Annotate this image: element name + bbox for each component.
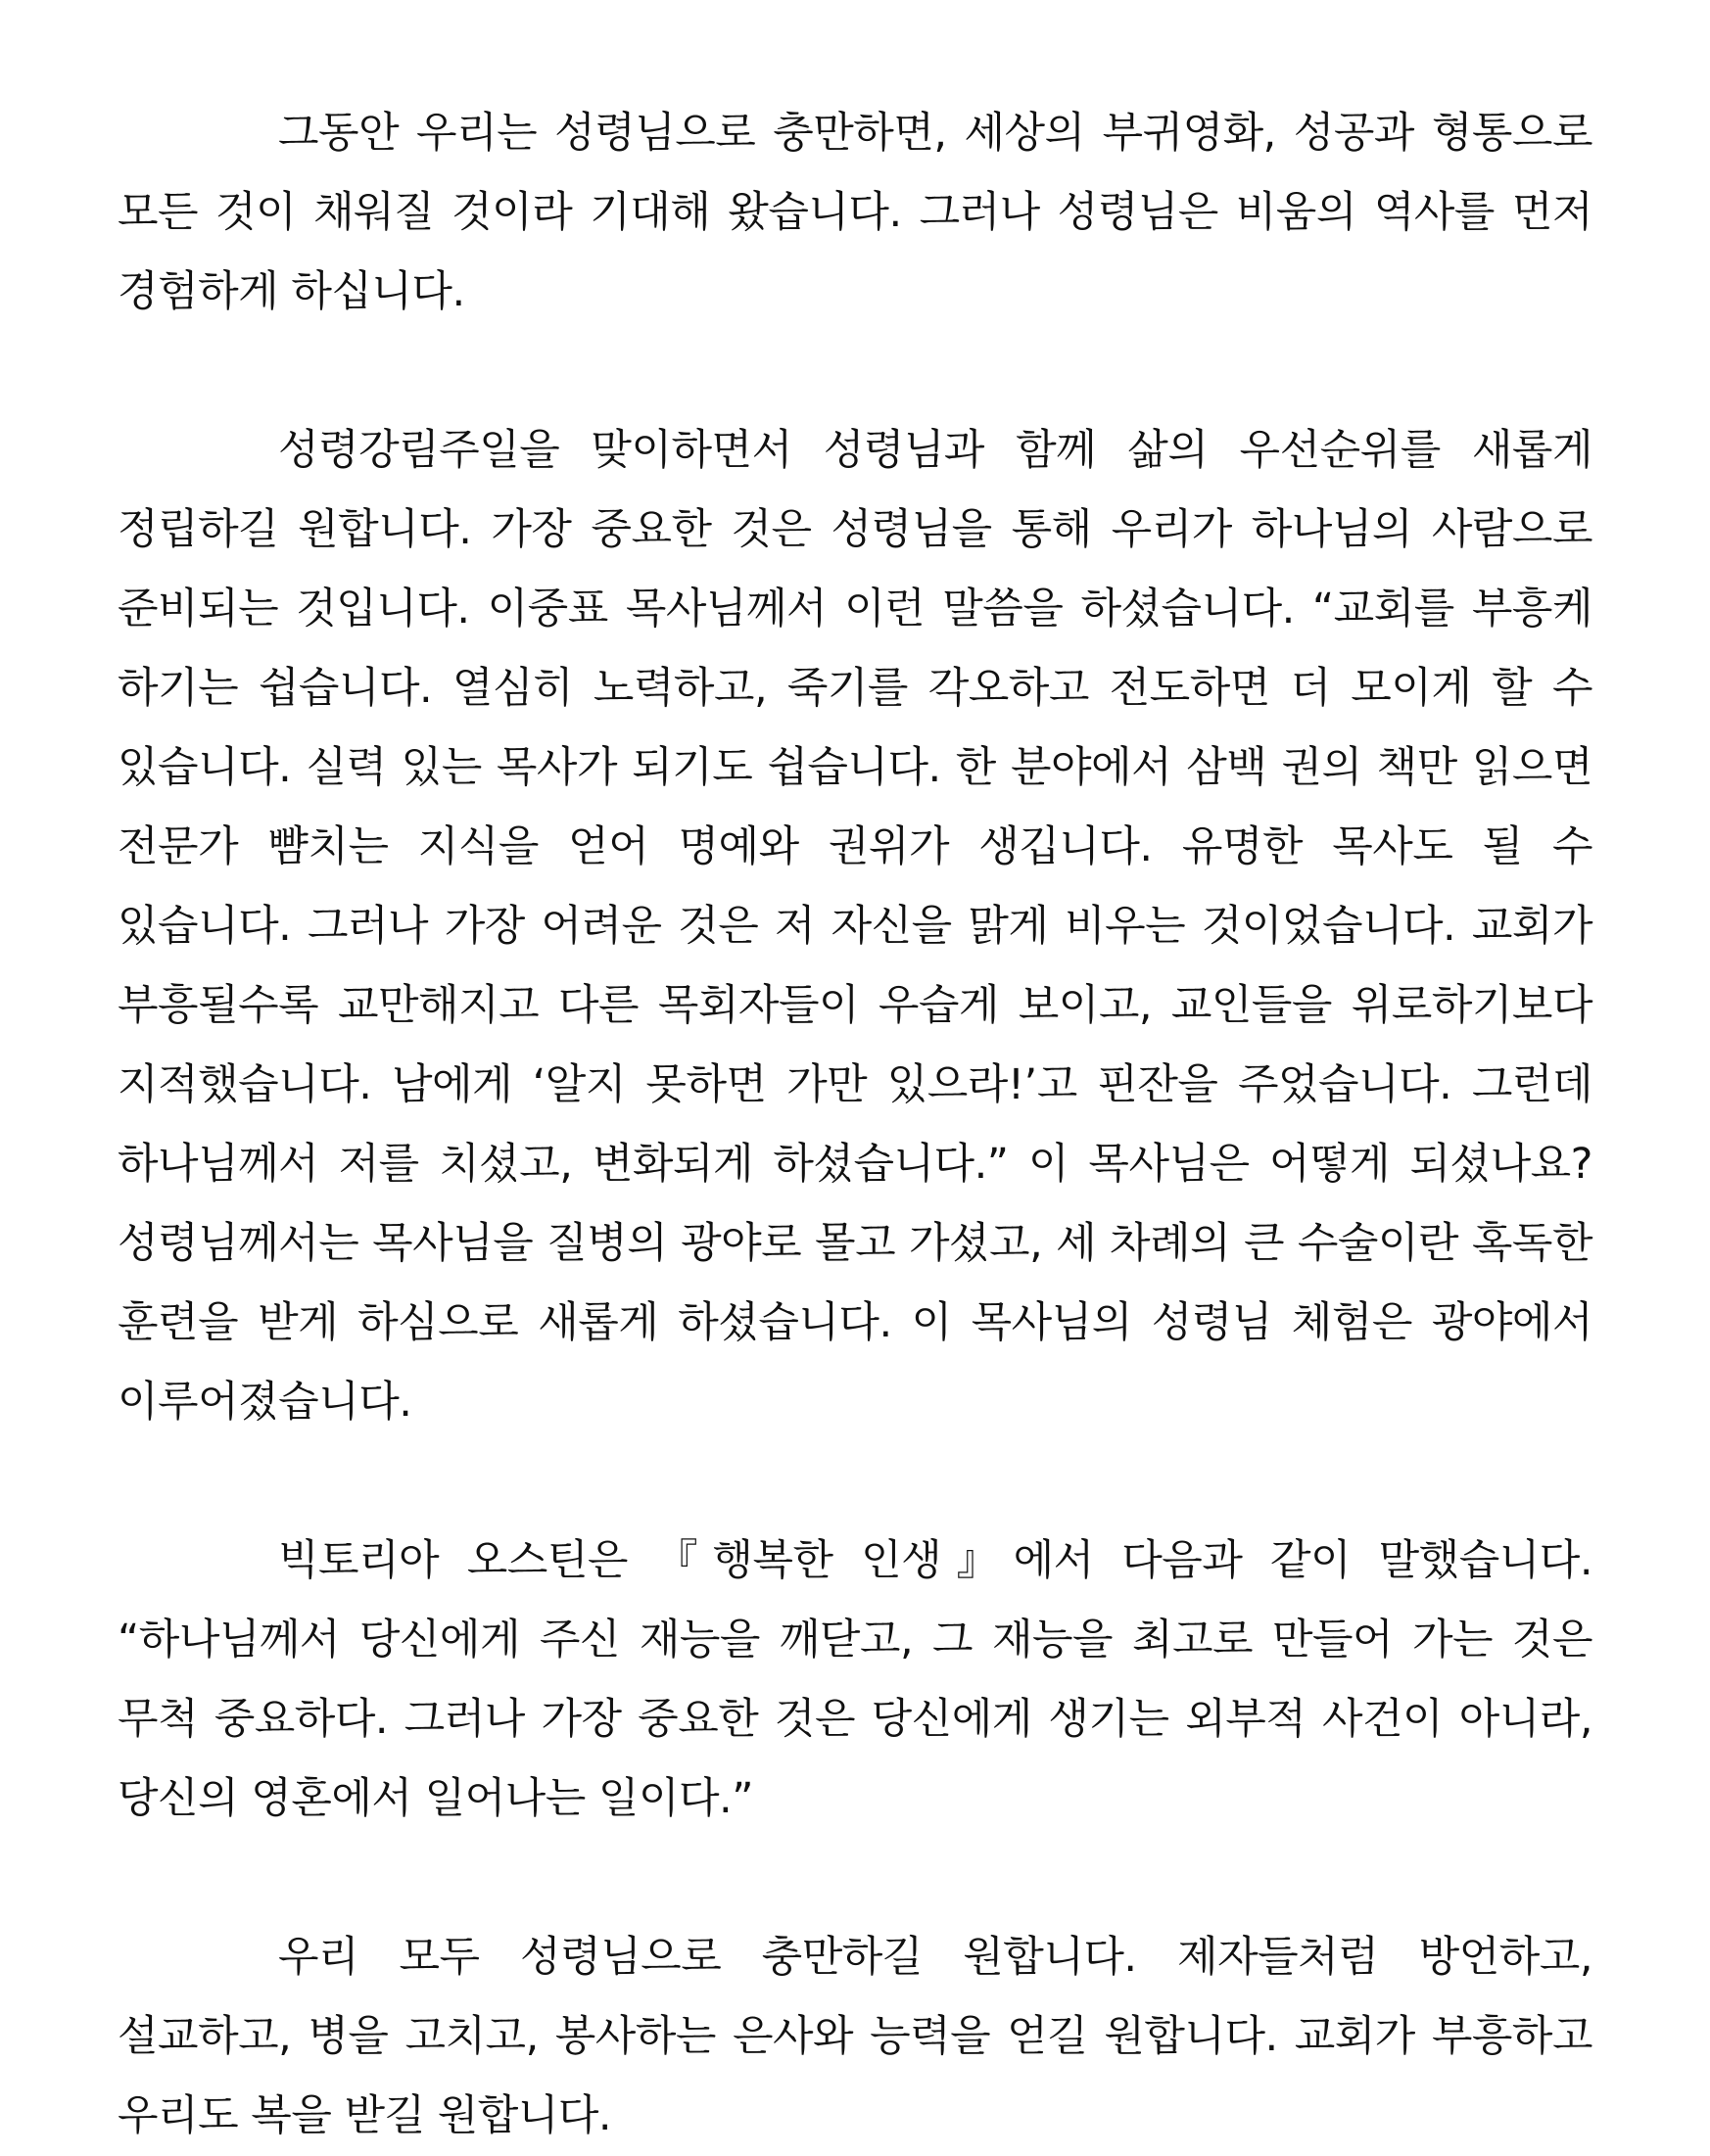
paragraph-2: 성령강림주일을 맞이하면서 성령님과 함께 삶의 우선순위를 새롭게 정립하길 원합니다. 가장 중요한 것은 성령님을 통해 우리가 하나님의 사람으로 준비되는 것입니다. 이중표 목사님께서 이런 말씀을 하셨습니다. “교회를 부흥케 하기는 쉽습니다. 열심히 노력하고, 죽기를 각오하고 전도하면 더 모이게 할 수 있습니다. 실력 있는 목사가 되기도 쉽습니다. 한 분야에서 삼백 권의 책만 읽으면 전문가 뺨치는 지식을 얻어 명예와 권위가 생깁니다. 유명한 목사도 될 수 있습니다. 그러나 가장 어려운 것은 저 자신을 맑게 비우는 것이었습니다. 교회가 부흥될수록 교만해지고 다른 목회자들이 우습게 보이고, 교인들을 위로하기보다 지적했습니다. 남에게 ‘알지 못하면 가만 있으라!’고 핀잔을 주었습니다. 그런데 하나님께서 저를 치셨고, 변화되게 하셨습니다.” 이 목사님은 어떻게 되셨나요? 성령님께서는 목사님을 질병의 광야로 몰고 가셨고, 세 차례의 큰 수술이란 혹독한 훈련을 받게 하심으로 새롭게 하셨습니다. 이 목사님의 성령님 체험은 광야에서 이루어졌습니다. — [118, 426, 1592, 1427]
paragraph-3: 빅토리아 오스틴은 『행복한 인생』에서 다음과 같이 말했습니다. “하나님께서 당신에게 주신 재능을 깨닫고, 그 재능을 최고로 만들어 가는 것은 무척 중요하다. 그러나 가장 중요한 것은 당신에게 생기는 외부적 사건이 아니라, 당신의 영혼에서 일어나는 일이다.” — [118, 1536, 1592, 1823]
paragraph-4: 우리 모두 성령님으로 충만하길 원합니다. 제자들처럼 방언하고, 설교하고, 병을 고치고, 봉사하는 은사와 능력을 얻길 원합니다. 교회가 부흥하고 우리도 복을 받길 원합니다. — [118, 1933, 1592, 2140]
document-body — [118, 94, 1592, 2156]
paragraph-1: 그동안 우리는 성령님으로 충만하면, 세상의 부귀영화, 성공과 형통으로 모든 것이 채워질 것이라 기대해 왔습니다. 그러나 성령님은 비움의 역사를 먼저 경험하게 하십니다. — [118, 109, 1592, 316]
